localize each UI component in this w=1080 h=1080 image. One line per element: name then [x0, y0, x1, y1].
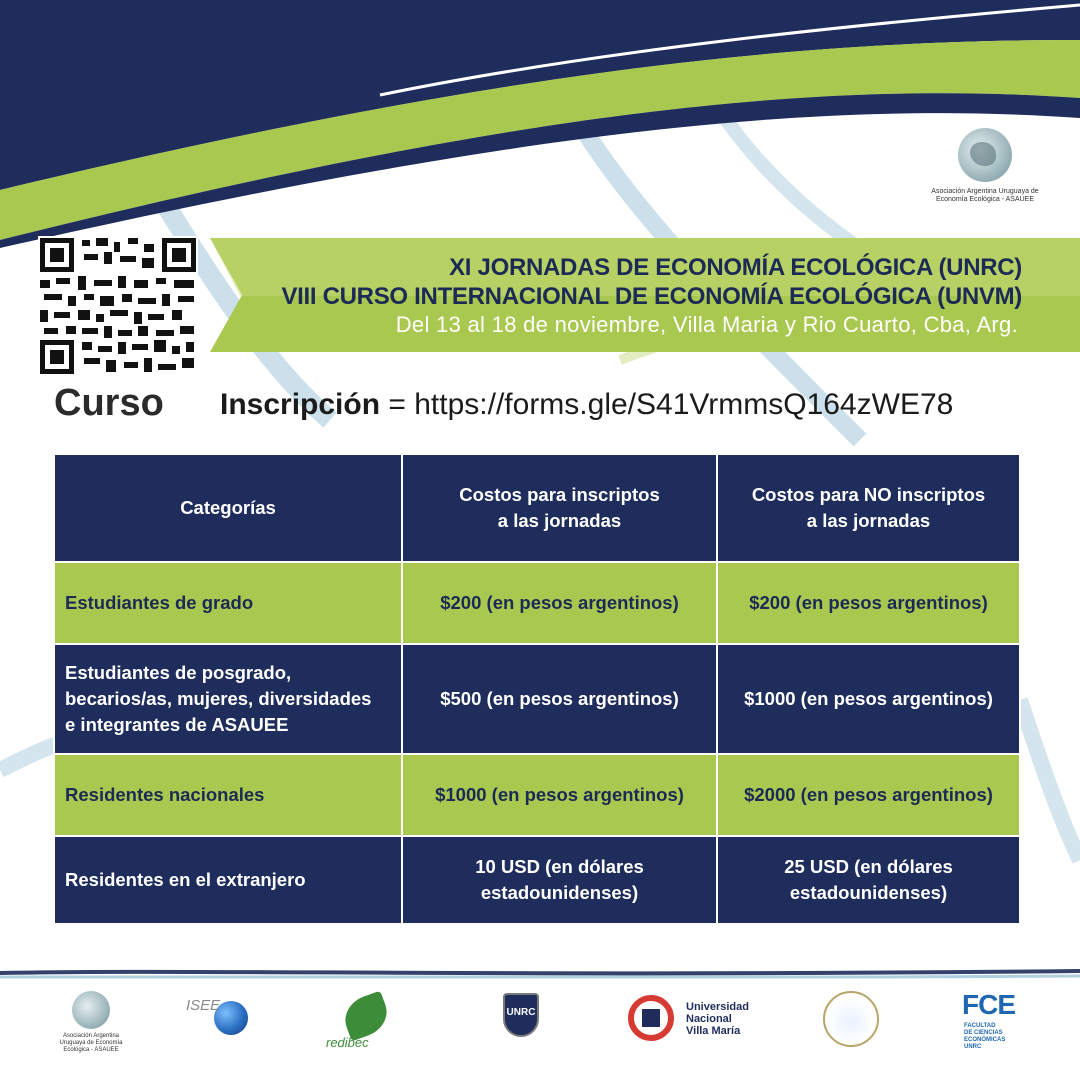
category-cell: Residentes en el extranjero — [54, 836, 402, 924]
asauee-logo-icon — [958, 128, 1012, 182]
table-row — [54, 836, 1020, 924]
cost-no-inscriptos-cell: 25 USD (en dólares estadounidenses) — [717, 836, 1020, 924]
curso-label: Curso — [54, 382, 164, 424]
footer-logos — [0, 985, 1080, 1075]
table-header-row — [54, 454, 1020, 562]
asauee-logo — [930, 128, 1040, 204]
cost-no-inscriptos-cell: $200 (en pesos argentinos) — [717, 562, 1020, 644]
inscripcion-label: Inscripción — [220, 388, 381, 421]
asauee-logo-text: Asociación Argentina Uruguaya de Economía Ecológica - ASAUEE — [931, 188, 1039, 203]
asauee-logo-icon — [72, 991, 110, 1029]
event-banner — [210, 238, 1080, 352]
footer-isee-logo: ISEE — [186, 985, 266, 1045]
fce-logo-icon: FCE — [962, 989, 1015, 1020]
cost-inscriptos-cell: $1000 (en pesos argentinos) — [402, 754, 717, 836]
header-costos-inscriptos: Costos para inscriptos a las jornadas — [402, 454, 717, 562]
cost-inscriptos-cell: $200 (en pesos argentinos) — [402, 562, 717, 644]
banner-title-jornadas: XI JORNADAS DE ECONOMÍA ECOLÓGICA (UNRC) — [449, 254, 1022, 281]
footer-asauee-logo: Asociación Argentina Uruguaya de Economía Ecológica - ASAUEE — [56, 985, 126, 1054]
banner-title-curso: VIII CURSO INTERNACIONAL DE ECONOMÍA ECOLÓGICA (UNVM) — [281, 283, 1022, 310]
inscripcion-separator: = — [380, 388, 415, 421]
category-cell: Residentes nacionales — [54, 754, 402, 836]
category-cell: Estudiantes de posgrado, becarios/as, mujeres, diversidades e integrantes de ASAUEE — [54, 644, 402, 754]
category-cell: Estudiantes de grado — [54, 562, 402, 644]
footer-redibec-logo: redibec — [326, 985, 410, 1055]
inscripcion-link[interactable]: https://forms.gle/S41VrmmsQ164zWE78 — [414, 388, 954, 421]
inscripcion-line — [220, 388, 953, 422]
footer-unvm-logo: Universidad Nacional Villa María — [628, 985, 768, 1045]
table-row — [54, 562, 1020, 644]
header-categorias: Categorías — [54, 454, 402, 562]
qr-code-icon[interactable] — [38, 236, 198, 376]
redibec-leaf-icon — [339, 991, 393, 1042]
footer-brush-line — [0, 965, 1080, 981]
banner-dates-location: Del 13 al 18 de noviembre, Villa Maria y Rio Cuarto, Cba, Arg. — [395, 312, 1018, 337]
footer-unrc-logo: UNRC — [503, 985, 543, 1045]
cost-inscriptos-cell: 10 USD (en dólares estadounidenses) — [402, 836, 717, 924]
cost-inscriptos-cell: $500 (en pesos argentinos) — [402, 644, 717, 754]
costs-table — [53, 453, 1021, 925]
table-row — [54, 644, 1020, 754]
header-costos-no-inscriptos: Costos para NO inscriptos a las jornadas — [717, 454, 1020, 562]
cost-no-inscriptos-cell: $2000 (en pesos argentinos) — [717, 754, 1020, 836]
table-row — [54, 754, 1020, 836]
university-seal-icon — [823, 991, 879, 1047]
footer-fce-logo: FCE FACULTAD DE CIENCIAS ECONÓMICAS UNRC — [962, 989, 1015, 1050]
cost-no-inscriptos-cell: $1000 (en pesos argentinos) — [717, 644, 1020, 754]
footer-seal-logo — [823, 985, 881, 1045]
